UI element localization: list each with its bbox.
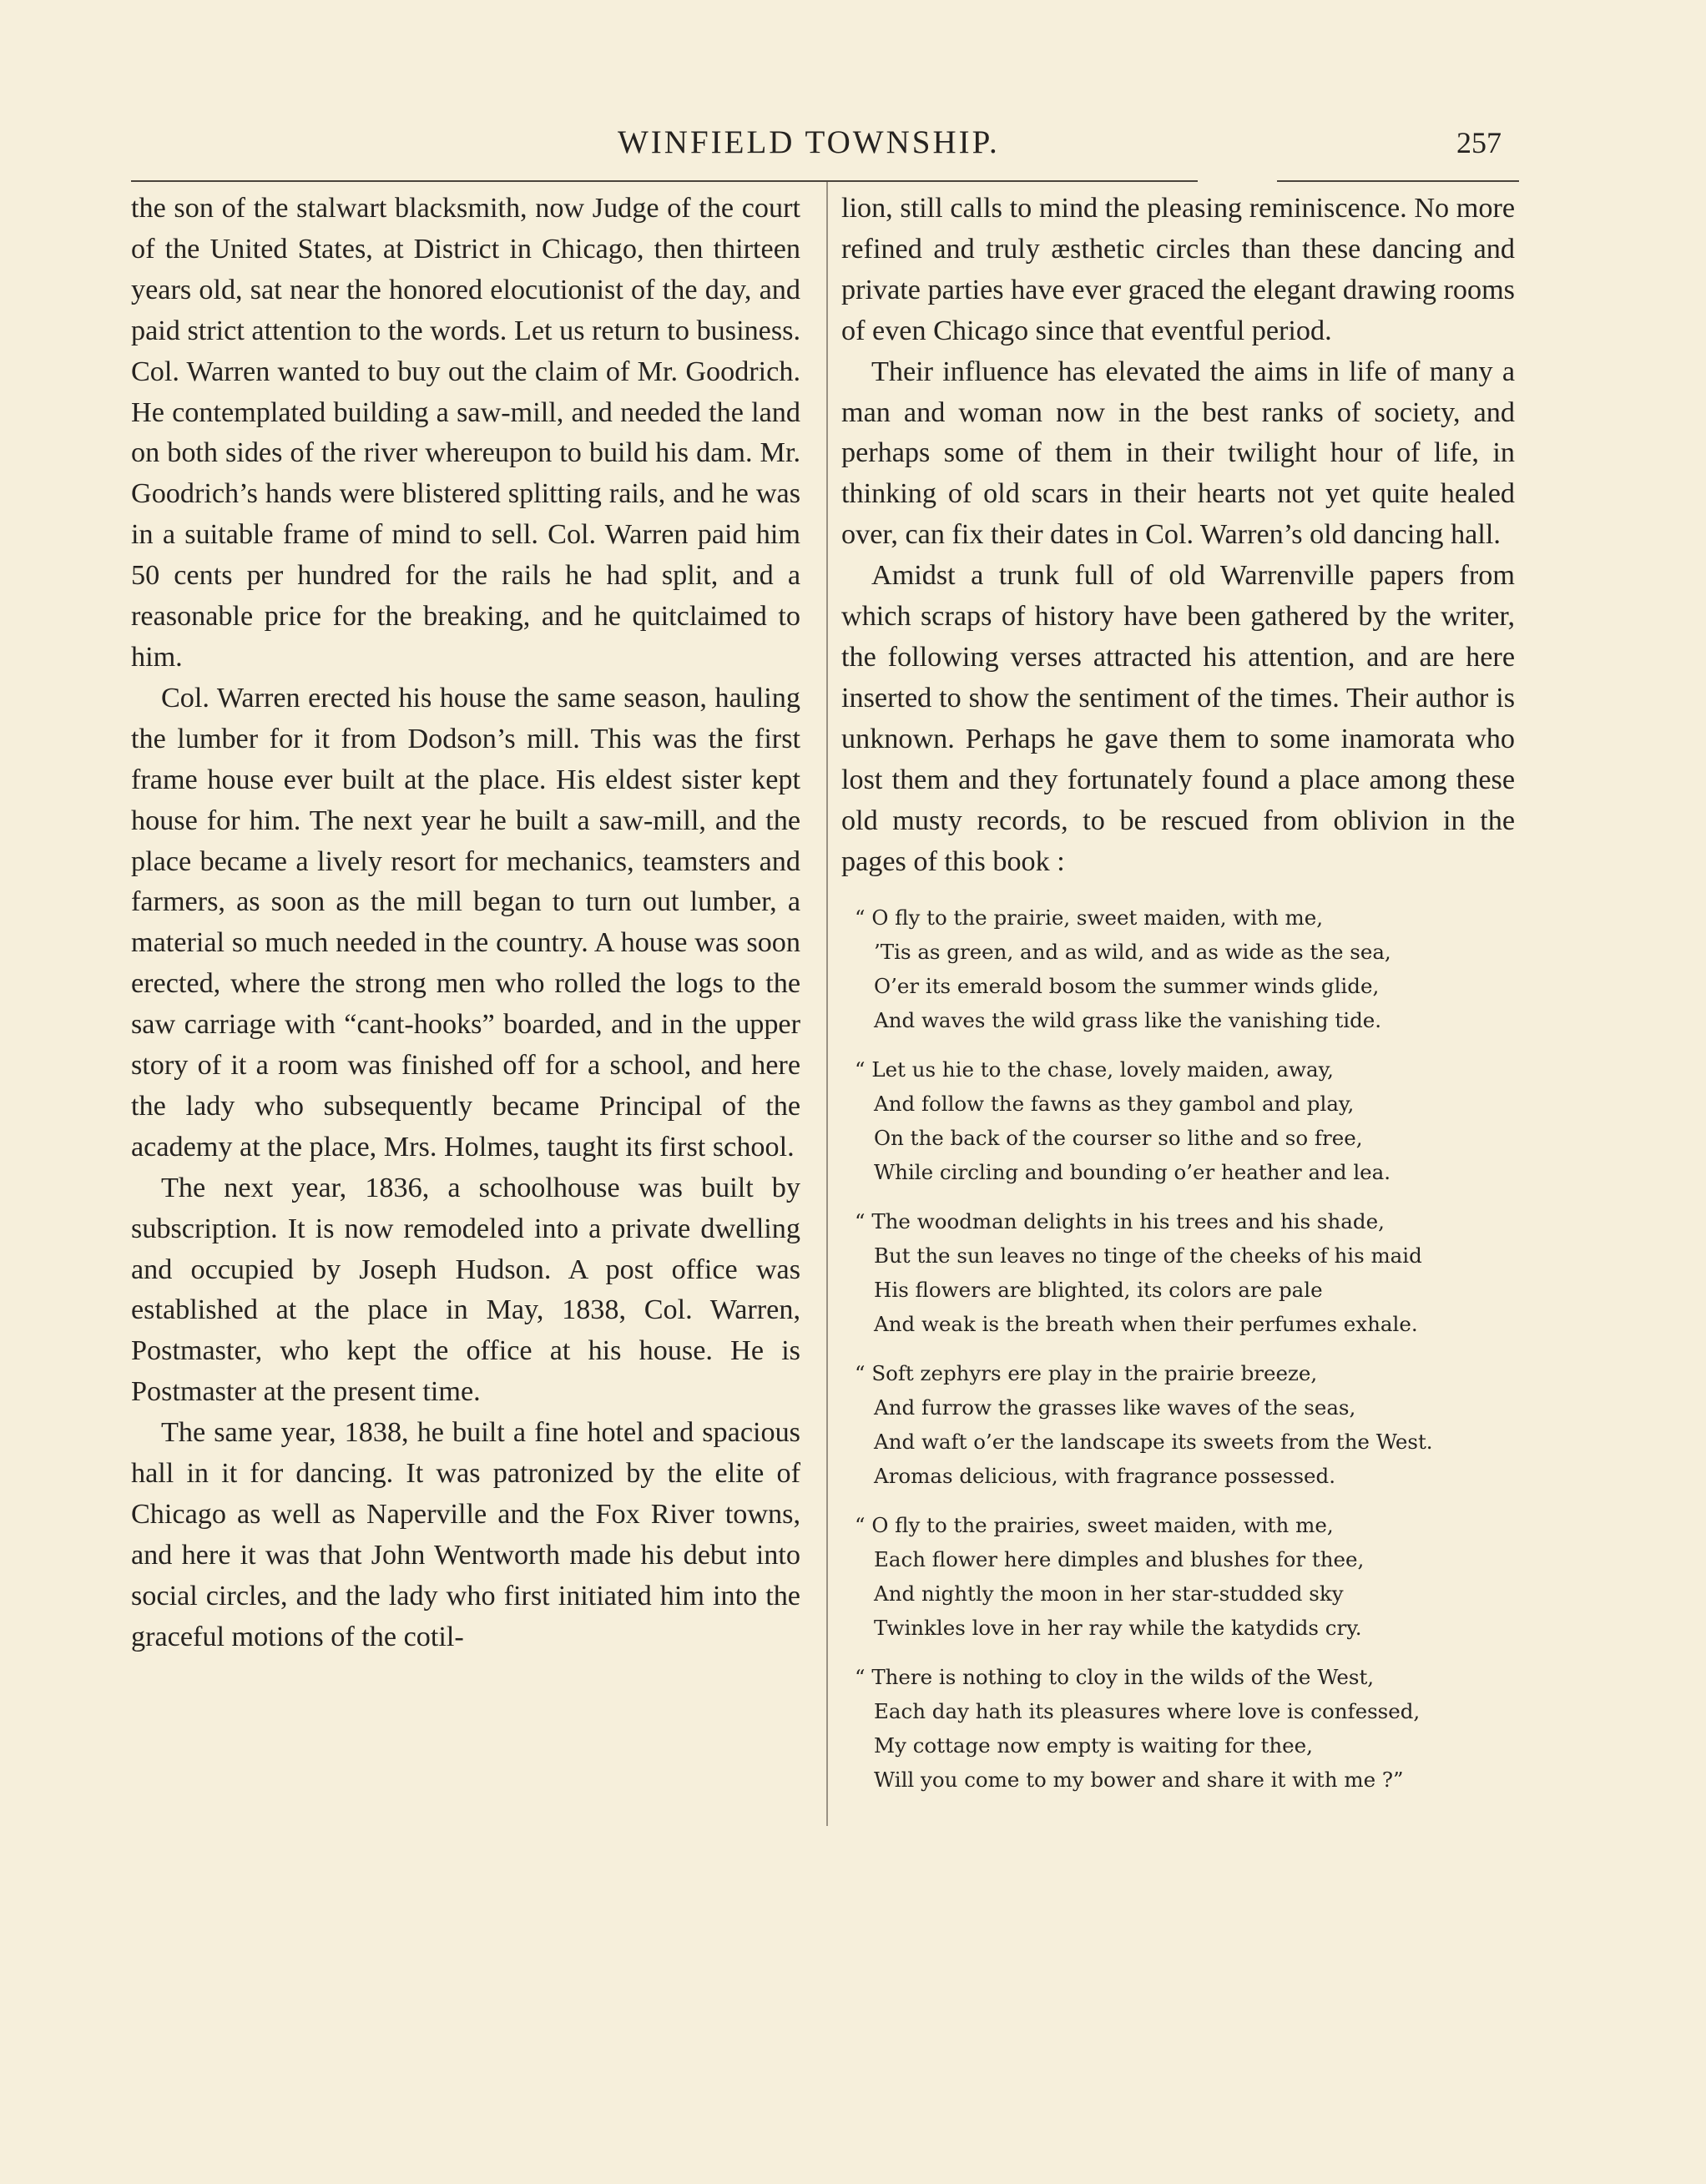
poem-line: On the back of the courser so lithe and so free, [874, 1126, 1363, 1151]
poem-stanza [846, 1660, 1515, 1797]
poem-stanza [846, 1356, 1515, 1493]
poem-line: ’Tis as green, and as wild, and as wide as the sea, [874, 940, 1391, 965]
paragraph: The next year, 1836, a schoolhouse was built by subscription. It is now remodeled into a private dwelling and occupied by Joseph Hudson. A post office was established at the place in May, 1838, Col. Warren, Postmaster, who kept the office at his house. He is Postmaster at the present time. [131, 1172, 800, 1408]
poem-line: My cottage now empty is waiting for thee, [874, 1733, 1313, 1758]
poem-line: “ O fly to the prairie, sweet maiden, with me, [855, 905, 1324, 931]
poem [846, 900, 1515, 1797]
poem-line: Will you come to my bower and share it with me ?” [874, 1768, 1404, 1793]
poem-line: Each flower here dimples and blushes for thee, [874, 1547, 1365, 1572]
poem-line: “ Soft zephyrs ere play in the prairie breeze, [855, 1361, 1318, 1386]
page-number: 257 [1456, 126, 1502, 159]
paragraph: The same year, 1838, he built a fine hotel and spacious hall in it for dancing. It was patronized by the elite of Chicago as well as Naperville and the Fox River towns, and here it was that John Wentworth made his debut into social circles, and the lady who first initiated him into the graceful motions of the cotil- [131, 1417, 800, 1652]
poem-stanza [846, 1052, 1515, 1189]
poem-line: While circling and bounding o’er heather and lea. [874, 1160, 1391, 1185]
paragraph: Amidst a trunk full of old Warrenville papers from which scraps of history have been gathered by the writer, the following verses attracted his attention, and are here inserted to show the sentiment of the times. Their author is unknown. Perhaps he gave them to some inamorata who lost them and they fortunately found a place among these old musty records, to be rescued from oblivion in the pages of this book : [841, 560, 1515, 877]
paragraph: the son of the stalwart blacksmith, now Judge of the court of the United States, at District in Chicago, then thirteen years old, sat near the honored elocutionist of the day, and paid strict attention to the words. Let us return to business. Col. Warren wanted to buy out the claim of Mr. Goodrich. He contemplated building a saw-mill, and needed the land on both sides of the river whereupon to build his dam. Mr. Goodrich’s hands were blistered splitting rails, and he was in a suitable frame of mind to sell. Col. Warren paid him 50 cents per hundred for the rails he had split, and a reasonable price for the breaking, and he quitclaimed to him. [131, 193, 800, 673]
poem-line: “ Let us hie to the chase, lovely maiden, away, [855, 1057, 1334, 1082]
poem-line: “ There is nothing to cloy in the wilds of the West, [855, 1665, 1375, 1690]
poem-line: And waves the wild grass like the vanishing tide. [874, 1008, 1382, 1033]
poem-stanza [846, 1508, 1515, 1645]
poem-line: Aromas delicious, with fragrance possessed. [874, 1464, 1336, 1489]
poem-line: O’er its emerald bosom the summer winds glide, [874, 974, 1380, 999]
poem-line: “ The woodman delights in his trees and his shade, [855, 1209, 1385, 1234]
header-rule-right [1277, 180, 1519, 182]
right-column [841, 189, 1515, 1812]
poem-line: His flowers are blighted, its colors are pale [874, 1278, 1323, 1303]
poem-line: And nightly the moon in her star-studded sky [874, 1581, 1344, 1606]
header-rule-left [131, 180, 1198, 182]
poem-line: Twinkles love in her ray while the katydids cry. [874, 1616, 1362, 1641]
poem-line: And furrow the grasses like waves of the seas, [874, 1395, 1356, 1420]
poem-line: And follow the fawns as they gambol and play, [874, 1092, 1355, 1117]
poem-line: Each day hath its pleasures where love is confessed, [874, 1699, 1421, 1724]
poem-line: And weak is the breath when their perfumes exhale. [874, 1312, 1418, 1337]
poem-line: But the sun leaves no tinge of the cheeks of his maid [874, 1243, 1422, 1269]
poem-line: And waft o’er the landscape its sweets from the West. [874, 1430, 1433, 1455]
poem-stanza [846, 1204, 1515, 1341]
running-head: WINFIELD TOWNSHIP. [618, 124, 1000, 160]
poem-line: “ O fly to the prairies, sweet maiden, with me, [855, 1513, 1334, 1538]
poem-stanza [846, 900, 1515, 1037]
paragraph: Col. Warren erected his house the same season, hauling the lumber for it from Dodson’s mill. This was the first frame house ever built at the place. His eldest sister kept house for him. The next year he built a saw-mill, and the place became a lively resort for mechanics, teamsters and farmers, as soon as the mill began to turn out lumber, a material so much needed in the country. A house was soon erected, where the strong men who rolled the logs to the saw carriage with “cant-hooks” boarded, and in the upper story of it a room was finished off for a school, and here the lady who subsequently became Principal of the academy at the place, Mrs. Holmes, taught its first school. [131, 682, 800, 1163]
left-column [131, 189, 800, 1658]
paragraph: Their influence has elevated the aims in life of many a man and woman now in the best ranks of society, and perhaps some of them in their twilight hour of life, in thinking of old scars in their hearts not yet quite healed over, can fix their dates in Col. Warren’s old dancing hall. [841, 356, 1515, 551]
paragraph: lion, still calls to mind the pleasing reminiscence. No more refined and truly æsthetic circles than these dancing and private parties have ever graced the elegant drawing rooms of even Chicago since that eventful period. [841, 193, 1515, 346]
column-divider [826, 182, 828, 1826]
